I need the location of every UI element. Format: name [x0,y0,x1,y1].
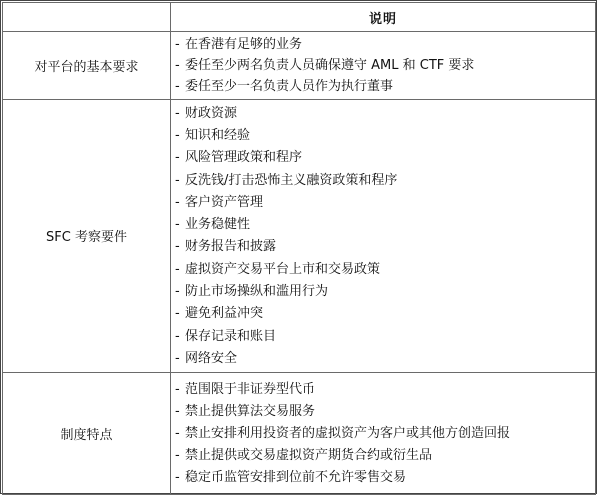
list-item: - 在香港有足够的业务 [175,37,303,52]
list-item: - 禁止提供或交易虚拟资产期货合约或衍生品 [175,447,433,463]
dash-marker: - [175,403,180,419]
list-item: - 稳定币监管安排到位前不允许零售交易 [175,469,407,485]
row-label: SFC 考察要件 [3,100,171,373]
dash-marker: - [175,58,180,73]
list-item: - 禁止安排利用投资者的虚拟资产为客户或其他方创造回报 [175,425,511,441]
dash-marker: - [175,306,180,322]
dash-marker: - [175,284,180,300]
dash-marker: - [175,37,180,52]
list-item: - 委任至少两名负责人员确保遵守 AML 和 CTF 要求 [175,58,475,73]
list-item: - 委任至少一名负责人员作为执行董事 [175,79,394,94]
table-row [3,32,596,100]
dash-marker: - [175,350,180,366]
dash-marker: - [175,261,180,277]
list-item: - 客户资产管理 [175,194,264,210]
list-item: - 业务稳健性 [175,217,251,233]
dash-marker: - [175,328,180,344]
requirements-table [2,2,596,495]
list-item: - 避免利益冲突 [175,306,264,322]
table-row [3,100,596,373]
list-item: - 财政资源 [175,105,238,121]
row-content [171,32,596,100]
list-item: - 禁止提供算法交易服务 [175,403,316,419]
dash-marker: - [175,425,180,441]
dash-marker: - [175,447,180,463]
table-row [3,372,596,494]
list-item: - 反洗钱/打击恐怖主义融资政策和程序 [175,172,398,188]
list-item: - 防止市场操纵和滥用行为 [175,284,329,300]
row-label: 对平台的基本要求 [3,32,171,100]
dash-marker: - [175,105,180,121]
row-content [171,100,596,373]
list-item: - 虚拟资产交易平台上市和交易政策 [175,261,381,277]
list-item: - 网络安全 [175,350,238,366]
list-item: - 财务报告和披露 [175,239,277,255]
dash-marker: - [175,217,180,233]
dash-marker: - [175,150,180,166]
dash-marker: - [175,469,180,485]
list-item: - 保存记录和账目 [175,328,277,344]
dash-marker: - [175,381,180,397]
dash-marker: - [175,127,180,143]
header-description: 说明 [171,3,596,32]
dash-marker: - [175,79,180,94]
table-header-row [3,3,596,32]
list-item: - 风险管理政策和程序 [175,150,303,166]
list-item: - 范围限于非证券型代币 [175,381,316,397]
dash-marker: - [175,239,180,255]
list-item: - 知识和经验 [175,127,251,143]
row-label: 制度特点 [3,372,171,494]
header-empty-cell [3,3,171,32]
dash-marker: - [175,172,180,188]
row-content [171,372,596,494]
dash-marker: - [175,194,180,210]
